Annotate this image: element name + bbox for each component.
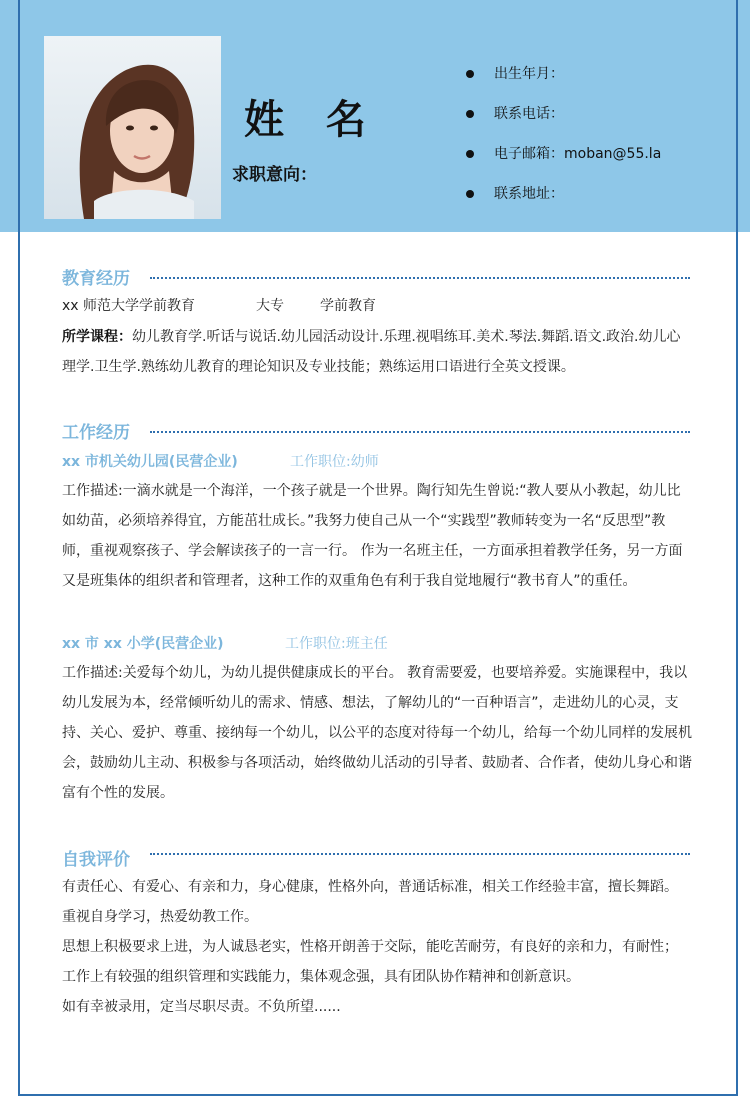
self-eval-rule xyxy=(150,853,690,855)
contact-list xyxy=(466,60,661,220)
self-eval-line: 如有幸被录用，定当尽职尽责。不负所望...... xyxy=(62,999,341,1015)
self-eval-title: 自我评价 xyxy=(62,850,130,870)
bullet-icon xyxy=(466,190,474,198)
profile-photo xyxy=(44,36,221,219)
bullet-icon xyxy=(466,110,474,118)
candidate-name: 姓 名 xyxy=(244,97,380,143)
self-eval-line: 重视自身学习，热爱幼教工作。 xyxy=(62,909,258,925)
job-role-1: 工作职位:幼师 xyxy=(290,454,379,470)
bullet-icon xyxy=(466,70,474,78)
education-summary xyxy=(62,296,376,316)
self-eval-text xyxy=(62,872,692,1022)
education-courses: 所学课程：幼儿教育学.听话与说话.幼儿园活动设计.乐理.视唱练耳.美术.琴法.舞蹈.语文.政治.幼儿心理学.卫生学.熟练幼儿教育的理论知识及专业技能；熟练运用口语进行全英文授课。 xyxy=(62,329,681,375)
contact-birth: 出生年月： xyxy=(466,60,661,100)
job-desc-1: 工作描述:一滴水就是一个海洋，一个孩子就是一个世界。陶行知先生曾说:“教人要从小教起，幼儿比如幼苗，必须培养得宜，方能茁壮成长。”我努力使自己从一个“实践型”教师转变为一名“反思型”教师，重视观察孩子、学会解读孩子的一言一行。 作为一名班主任，一方面承担着教学任务，另一方面又是班集体的组织者和管理者，这种工作的双重角色有利于我自觉地履行“教书育人”的重任。 xyxy=(62,483,683,589)
job-org-1: xx 市机关幼儿园(民营企业) xyxy=(62,454,238,470)
education-title: 教育经历 xyxy=(62,269,130,289)
job-org-2: xx 市 xx 小学(民营企业) xyxy=(62,636,224,652)
job-intent-label: 求职意向： xyxy=(232,165,317,185)
work-title: 工作经历 xyxy=(62,423,130,443)
contact-email: 电子邮箱：moban@55.la xyxy=(466,140,661,180)
job-role-2: 工作职位:班主任 xyxy=(285,636,388,652)
contact-phone: 联系电话： xyxy=(466,100,661,140)
education-degree: 大专 xyxy=(256,298,284,314)
job-desc-2: 工作描述:关爱每个幼儿，为幼儿提供健康成长的平台。 教育需要爱，也要培养爱。实施课程中，我以幼儿发展为本，经常倾听幼儿的需求、情感、想法，了解幼儿的“一百种语言”，走进幼儿的心灵，支持、关心、爱护、尊重、接纳每一个幼儿，以公平的态度对待每一个幼儿，给每一个幼儿同样的发展机会，鼓励幼儿主动、积极参与各项活动，始终做幼儿活动的引导者、鼓励者、合作者，使幼儿身心和谐富有个性的发展。 xyxy=(62,665,692,801)
education-school: xx 师范大学学前教育 xyxy=(62,298,196,314)
work-rule xyxy=(150,431,690,433)
education-major: 学前教育 xyxy=(320,298,376,314)
education-rule xyxy=(150,277,690,279)
bullet-icon xyxy=(466,150,474,158)
courses-label: 所学课程： xyxy=(62,329,132,345)
self-eval-line: 思想上积极要求上进，为人诚恳老实，性格开朗善于交际，能吃苦耐劳，有良好的亲和力，有耐性； xyxy=(62,939,678,955)
self-eval-line: 有责任心、有爱心、有亲和力，身心健康，性格外向，普通话标准，相关工作经验丰富，擅长舞蹈。 xyxy=(62,879,678,895)
contact-address: 联系地址： xyxy=(466,180,661,220)
self-eval-line: 工作上有较强的组织管理和实践能力，集体观念强，具有团队协作精神和创新意识。 xyxy=(62,969,580,985)
